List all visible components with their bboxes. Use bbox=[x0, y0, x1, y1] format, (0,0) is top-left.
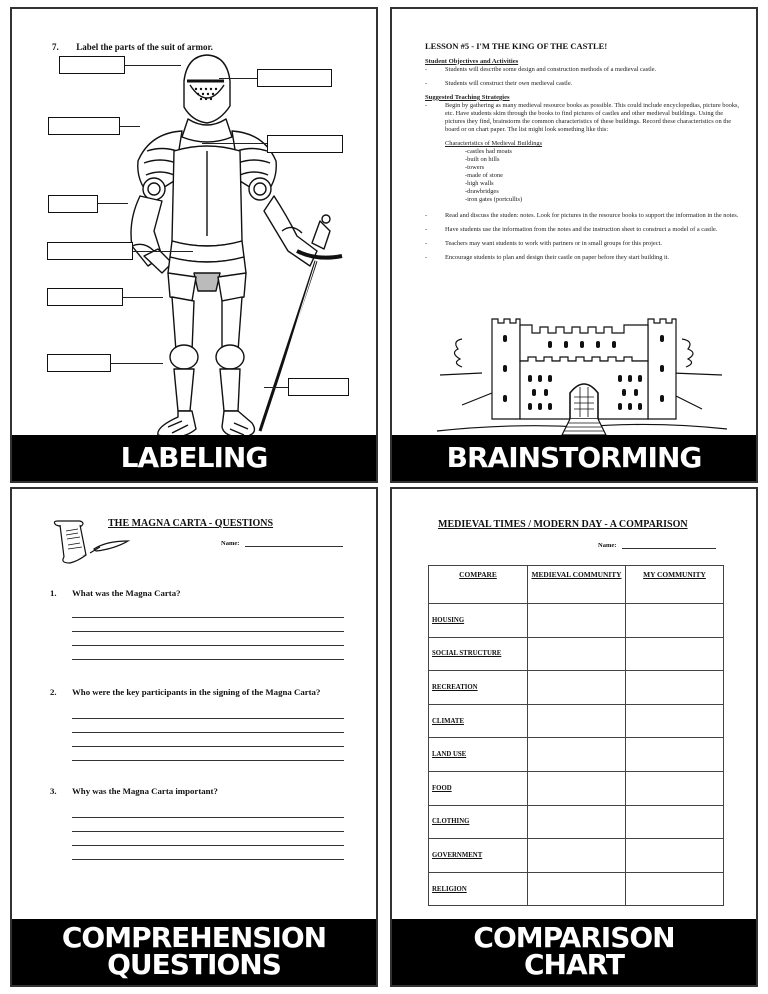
characteristic-item: -built on hills bbox=[465, 156, 500, 164]
castle-illustration bbox=[432, 309, 732, 437]
answer-line[interactable] bbox=[72, 760, 344, 761]
strategy-item: - Teachers may want students to work with partners or in small groups for this project. bbox=[425, 240, 662, 248]
label-box-pauldron[interactable] bbox=[48, 117, 120, 135]
label-box-greave[interactable] bbox=[47, 354, 111, 372]
answer-line[interactable] bbox=[72, 746, 344, 747]
banner-text-line2: QUESTIONS bbox=[107, 948, 281, 981]
table-header-row bbox=[429, 566, 724, 604]
column-header: MY COMMUNITY bbox=[626, 566, 724, 604]
strategy-item: - Begin by gathering as many medieval resource books as possible. This could include encyclopedias, picture books, etc. Have students skim through the books to find pictures of castles and other medieval buildings. Using the pictures they find, brainstorm the common characteristics of these buildings. Record these characteristics on the board or on chart paper. The list might look something like this: bbox=[425, 102, 740, 134]
label-box-gauntlet[interactable] bbox=[48, 195, 98, 213]
medieval-cell[interactable] bbox=[528, 872, 626, 906]
table-row bbox=[429, 604, 724, 638]
comparison-panel bbox=[390, 487, 758, 987]
answer-line[interactable] bbox=[72, 659, 344, 660]
my-community-cell[interactable] bbox=[626, 839, 724, 873]
table-row bbox=[429, 771, 724, 805]
medieval-cell[interactable] bbox=[528, 704, 626, 738]
answer-line[interactable] bbox=[72, 831, 344, 832]
name-field[interactable] bbox=[598, 541, 716, 549]
characteristic-item: -iron gates (portcullis) bbox=[465, 196, 523, 204]
leader-line bbox=[123, 297, 163, 298]
strategy-item: - Have students use the information from the notes and the instruction sheet to construct a model of a castle. bbox=[425, 226, 718, 234]
comprehension-banner bbox=[12, 919, 376, 985]
label-box-chainmail[interactable] bbox=[47, 242, 133, 260]
row-label: SOCIAL STRUCTURE bbox=[429, 637, 528, 671]
name-input-line[interactable] bbox=[622, 541, 716, 549]
leader-line bbox=[133, 251, 193, 252]
comprehension-panel bbox=[10, 487, 378, 987]
answer-line[interactable] bbox=[72, 817, 344, 818]
my-community-cell[interactable] bbox=[626, 671, 724, 705]
row-label: GOVERNMENT bbox=[429, 839, 528, 873]
question-number: 7. bbox=[52, 42, 59, 52]
lesson-worksheet bbox=[392, 9, 756, 437]
objectives-heading: Student Objectives and Activities bbox=[425, 57, 519, 65]
row-label: FOOD bbox=[429, 771, 528, 805]
my-community-cell[interactable] bbox=[626, 637, 724, 671]
worksheet-title: MEDIEVAL TIMES / MODERN DAY - A COMPARISON bbox=[438, 519, 688, 530]
answer-line[interactable] bbox=[72, 718, 344, 719]
row-label: RECREATION bbox=[429, 671, 528, 705]
strategy-item: - Read and discuss the studen: notes. Look for pictures in the resource books to support the information in the notes. bbox=[425, 212, 739, 220]
labeling-worksheet bbox=[12, 9, 376, 437]
table-row bbox=[429, 839, 724, 873]
medieval-cell[interactable] bbox=[528, 805, 626, 839]
medieval-cell[interactable] bbox=[528, 637, 626, 671]
lesson-text bbox=[425, 41, 740, 268]
questions-worksheet bbox=[12, 489, 376, 921]
characteristic-item: -high walls bbox=[465, 180, 494, 188]
banner-text: BRAINSTORMING bbox=[446, 440, 702, 474]
banner-text-line1: COMPREHENSION bbox=[61, 921, 327, 955]
objective-item: - Students will construct their own medieval castle. bbox=[425, 79, 573, 87]
characteristics-list bbox=[445, 140, 740, 204]
banner-text-line1: COMPARISON bbox=[473, 921, 675, 955]
leader-line bbox=[219, 78, 257, 79]
characteristic-item: -towers bbox=[465, 164, 485, 172]
answer-line[interactable] bbox=[72, 645, 344, 646]
medieval-cell[interactable] bbox=[528, 839, 626, 873]
table-row bbox=[429, 637, 724, 671]
label-box-sword[interactable] bbox=[288, 378, 349, 396]
label-box-helmet-crest[interactable] bbox=[59, 56, 125, 74]
characteristic-item: -drawbridges bbox=[465, 188, 499, 196]
name-label: Name: bbox=[221, 540, 240, 547]
column-header: MEDIEVAL COMMUNITY bbox=[528, 566, 626, 604]
question-text: Label the parts of the suit of armor. bbox=[76, 42, 213, 52]
medieval-cell[interactable] bbox=[528, 738, 626, 772]
answer-line[interactable] bbox=[72, 732, 344, 733]
leader-line bbox=[264, 387, 288, 388]
characteristics-heading: Characteristics of Medieval Buildings bbox=[445, 140, 543, 148]
brainstorming-banner bbox=[392, 435, 756, 481]
leader-line bbox=[98, 203, 128, 204]
answer-line[interactable] bbox=[72, 845, 344, 846]
label-box-breastplate[interactable] bbox=[267, 135, 343, 153]
objective-item: - Students will describe some design and construction methods of a medieval castle. bbox=[425, 65, 657, 73]
table-row bbox=[429, 805, 724, 839]
characteristic-item: -castles had moats bbox=[465, 148, 512, 156]
answer-line[interactable] bbox=[72, 617, 344, 618]
leader-line bbox=[202, 143, 267, 144]
characteristic-item: -made of stone bbox=[465, 172, 503, 180]
comparison-table bbox=[428, 565, 724, 906]
leader-line bbox=[120, 126, 140, 127]
question-1: 1. What was the Magna Carta? bbox=[50, 588, 181, 598]
my-community-cell[interactable] bbox=[626, 872, 724, 906]
name-input-line[interactable] bbox=[245, 539, 343, 547]
brainstorming-panel bbox=[390, 7, 758, 483]
comparison-worksheet bbox=[392, 489, 756, 921]
medieval-cell[interactable] bbox=[528, 771, 626, 805]
medieval-cell[interactable] bbox=[528, 604, 626, 638]
answer-line[interactable] bbox=[72, 859, 344, 860]
row-label: LAND USE bbox=[429, 738, 528, 772]
column-header: COMPARE bbox=[429, 566, 528, 604]
labeling-panel bbox=[10, 7, 378, 483]
question-3: 3. Why was the Magna Carta important? bbox=[50, 786, 218, 796]
table-row bbox=[429, 704, 724, 738]
strategies-heading: Suggested Teaching Strategies bbox=[425, 93, 510, 101]
my-community-cell[interactable] bbox=[626, 704, 724, 738]
banner-text: LABELING bbox=[120, 440, 268, 474]
my-community-cell[interactable] bbox=[626, 738, 724, 772]
leader-line bbox=[125, 65, 181, 66]
banner-text-line2: CHART bbox=[523, 948, 625, 981]
my-community-cell[interactable] bbox=[626, 805, 724, 839]
name-label: Name: bbox=[598, 542, 617, 549]
question-2: 2. Who were the key participants in the signing of the Magna Carta? bbox=[50, 687, 321, 697]
medieval-cell[interactable] bbox=[528, 671, 626, 705]
name-field[interactable] bbox=[221, 539, 343, 547]
comparison-banner bbox=[392, 919, 756, 985]
leader-line bbox=[111, 363, 163, 364]
table-row bbox=[429, 872, 724, 906]
answer-line[interactable] bbox=[72, 631, 344, 632]
my-community-cell[interactable] bbox=[626, 771, 724, 805]
table-row bbox=[429, 738, 724, 772]
label-box-cuisse[interactable] bbox=[47, 288, 123, 306]
label-box-visor[interactable] bbox=[257, 69, 332, 87]
row-label: RELIGION bbox=[429, 872, 528, 906]
worksheet-title: THE MAGNA CARTA - QUESTIONS bbox=[108, 518, 274, 529]
row-label: CLIMATE bbox=[429, 704, 528, 738]
row-label: HOUSING bbox=[429, 604, 528, 638]
lesson-title: LESSON #5 - I'M THE KING OF THE CASTLE! bbox=[425, 41, 608, 51]
labeling-banner bbox=[12, 435, 376, 481]
row-label: CLOTHING bbox=[429, 805, 528, 839]
table-row bbox=[429, 671, 724, 705]
my-community-cell[interactable] bbox=[626, 604, 724, 638]
strategy-item: - Encourage students to plan and design their castle on paper before they start building it. bbox=[425, 254, 670, 262]
